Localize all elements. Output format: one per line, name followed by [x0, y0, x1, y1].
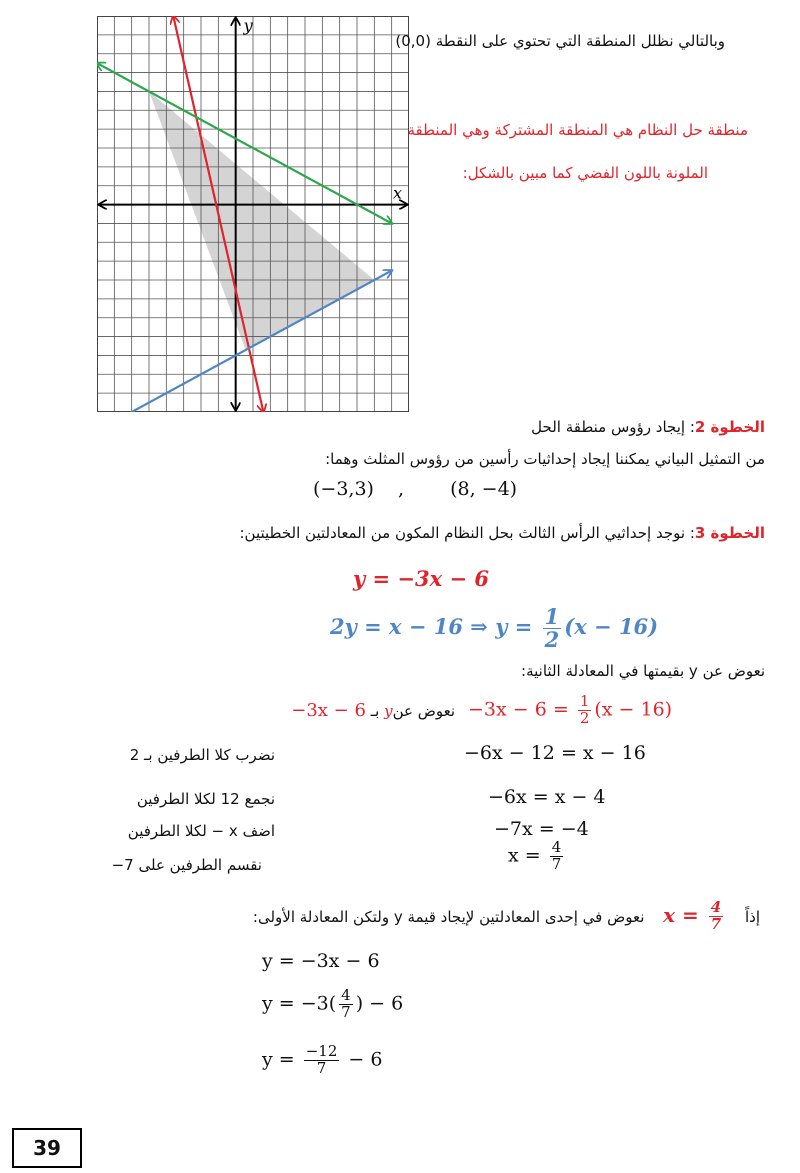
step3-title: : نوجد إحداثيي الرأس الثالث بحل النظام المكون من المعادلتين الخطيتين:	[239, 524, 695, 542]
coordinate-graph	[97, 16, 409, 412]
equation-1: y = −3x − 6	[353, 566, 489, 591]
step-divide-label: نقسم الطرفين على 7−	[111, 856, 262, 874]
step2-heading	[531, 418, 765, 436]
substitute-eq-left: −3x − 6 =	[468, 698, 575, 721]
final-line-2-den: 7	[341, 1002, 351, 1021]
silver-region-text: الملونة باللون الفضي كما مبين بالشكل:	[462, 164, 708, 182]
step2-title: : إيجاد رؤوس منطقة الحل	[531, 418, 695, 436]
substitute-text: نعوض عن y بقيمتها في المعادلة الثانية:	[521, 662, 765, 680]
substitute-label-expr: −3x − 6	[291, 700, 366, 721]
vertex-1: (−3,3)	[313, 478, 374, 500]
final-line-3-right: − 6	[342, 1048, 383, 1071]
divide-eq-left: x =	[508, 844, 547, 867]
final-line-3	[262, 1044, 382, 1077]
step-multiply-label: نضرب كلا الطرفين بـ 2	[129, 746, 275, 764]
conclusion-x-num: 4	[710, 898, 722, 916]
final-line-3-left: y =	[262, 1048, 301, 1071]
y-axis-label: y	[243, 16, 253, 35]
equation-2-numerator: 1	[544, 604, 560, 629]
step3-heading	[239, 524, 765, 542]
divide-eq-den: 7	[551, 854, 562, 873]
step3-label: الخطوة 3	[694, 524, 765, 542]
final-line-1: y = −3x − 6	[262, 950, 380, 972]
divide-eq-num: 4	[551, 838, 562, 856]
final-line-2-left: y = −3(	[262, 992, 337, 1015]
substitute-eq-right: (x − 16)	[594, 698, 673, 721]
final-line-2-num: 4	[341, 986, 351, 1004]
substitute-label-a: نعوض عن	[392, 702, 455, 720]
conclusion-prefix: إذاً	[744, 907, 760, 926]
step-add12-equation: −6x = x − 4	[488, 786, 606, 808]
conclusion-x-value	[663, 898, 726, 933]
step-divide-equation	[508, 840, 566, 873]
equation-2	[330, 606, 658, 651]
step2-description: من التمثيل البياني يمكننا إيجاد إحداثيات رأسين من رؤوس المثلث وهما:	[325, 450, 765, 468]
step-addx-label: اضف x − لكلا الطرفين	[127, 822, 275, 840]
vertex-2: (8, −4)	[450, 478, 518, 500]
solution-region	[149, 91, 374, 350]
substitute-eq-den: 2	[579, 708, 590, 727]
x-axis-label: x	[393, 183, 403, 203]
substitute-label-var: y	[384, 702, 393, 720]
conclusion-x-den: 7	[710, 914, 722, 933]
step-substitute-equation	[468, 694, 672, 727]
final-line-3-num: −12	[305, 1042, 338, 1060]
step-multiply-equation: −6x − 12 = x − 16	[464, 742, 646, 764]
vertex-separator: ,	[397, 478, 405, 500]
conclusion-text: نعوض في إحدى المعادلتين لإيجاد قيمة y ولتكن المعادلة الأولى:	[252, 907, 645, 926]
known-vertices	[313, 478, 517, 500]
solution-region-text: منطقة حل النظام هي المنطقة المشتركة وهي المنطقة	[407, 121, 748, 139]
final-line-2	[262, 988, 403, 1021]
step-add12-label: نجمع 12 لكلا الطرفين	[136, 790, 275, 808]
conclusion-x-left: x =	[663, 902, 706, 927]
page-number: 39	[12, 1128, 82, 1168]
substitute-label-b: بـ	[370, 702, 380, 720]
final-line-3-den: 7	[316, 1058, 327, 1077]
equation-2-denominator: 2	[544, 627, 560, 653]
conclusion-line	[253, 900, 760, 933]
substitute-eq-num: 1	[579, 692, 590, 710]
equation-2-left: 2y = x − 16 ⇒ y =	[330, 614, 540, 640]
step2-label: الخطوة 2	[694, 418, 765, 436]
final-line-2-right: ) − 6	[355, 992, 404, 1015]
step-addx-equation: −7x = −4	[494, 818, 589, 840]
step-substitute-label	[291, 700, 455, 721]
shade-origin-text: وبالتالي نظلل المنطقة التي تحتوي على النقطة (0,0)	[395, 32, 725, 50]
equation-2-right: (x − 16)	[564, 614, 659, 640]
